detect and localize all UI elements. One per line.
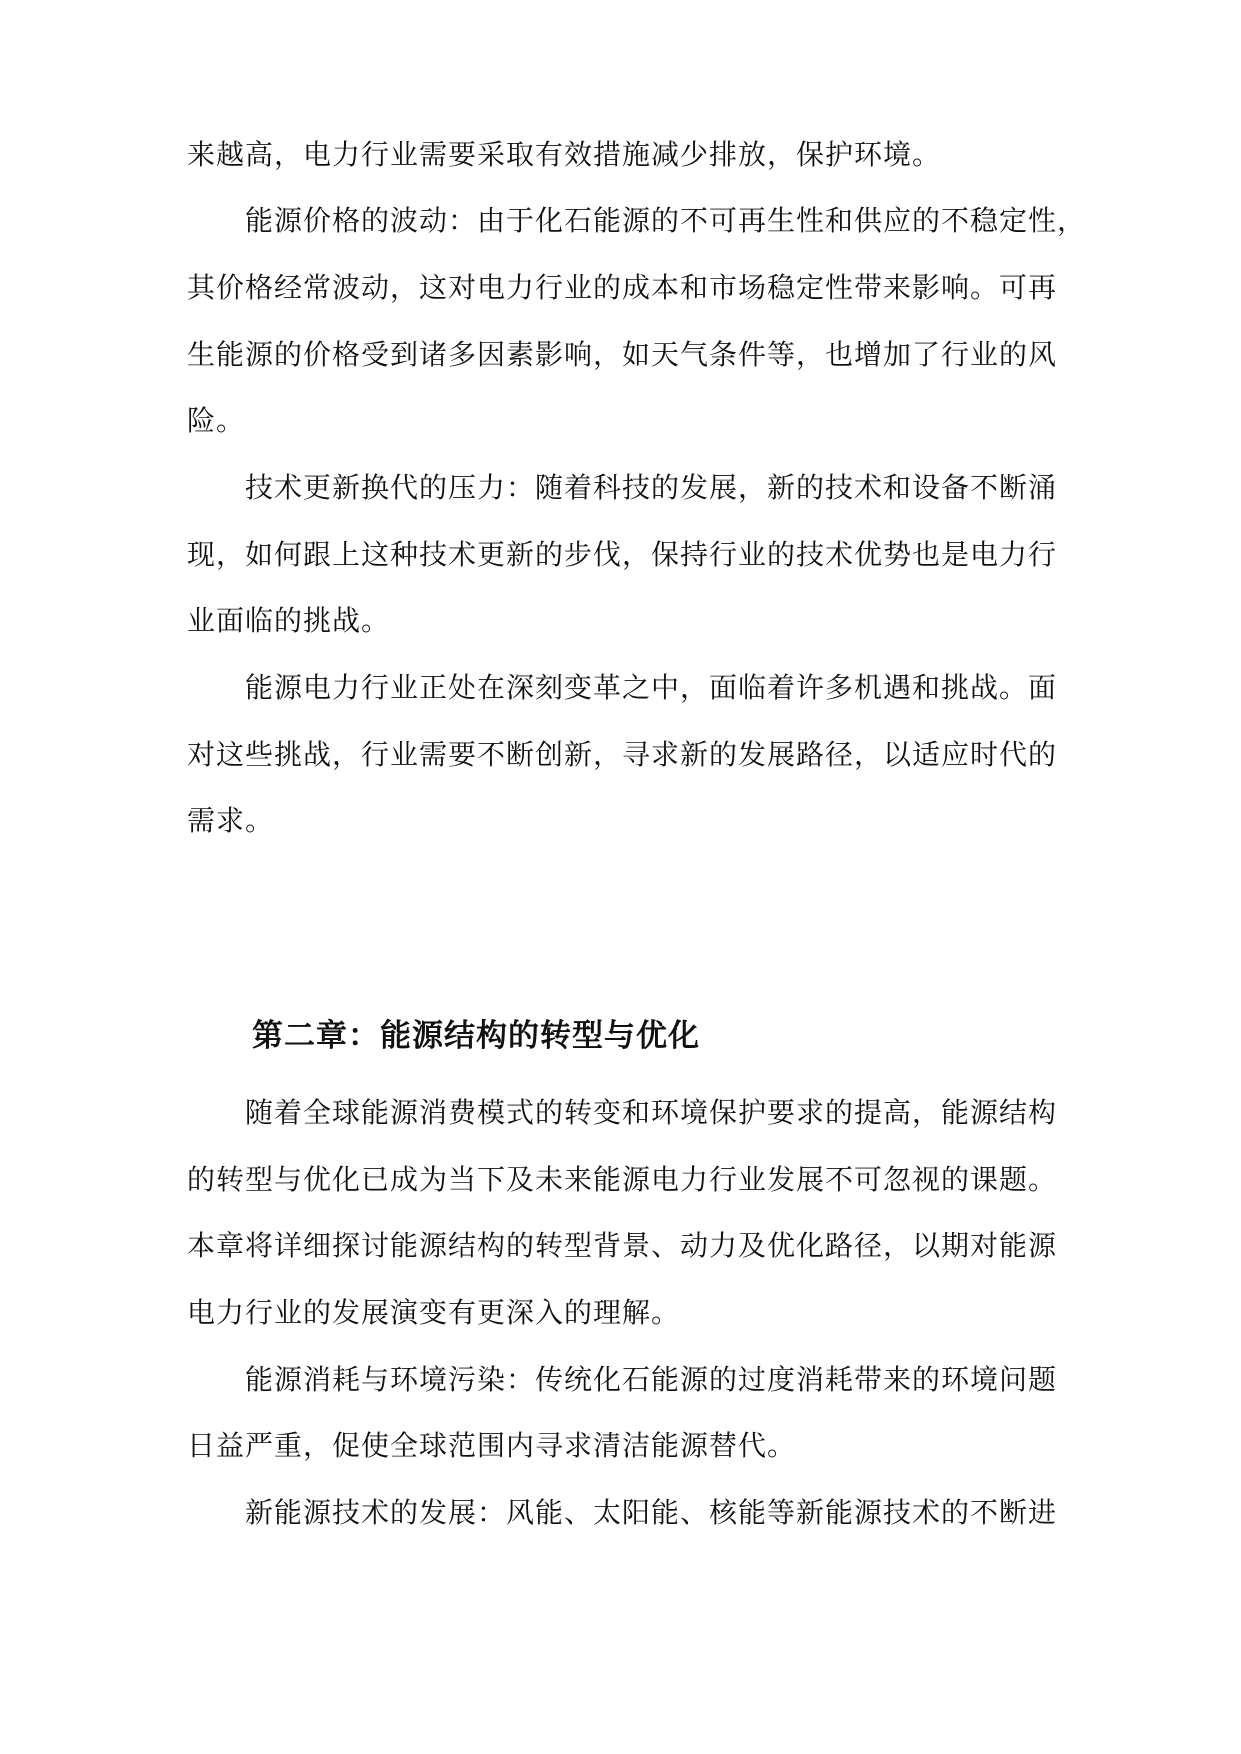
paragraph-line: 对这些挑战，行业需要不断创新，寻求新的发展路径，以适应时代的 — [187, 738, 1058, 771]
paragraph-line: 生能源的价格受到诸多因素影响，如天气条件等，也增加了行业的风 — [187, 338, 1058, 371]
paragraph-line: 业面临的挑战。 — [187, 604, 391, 637]
paragraph-line: 能源价格的波动：由于化石能源的不可再生性和供应的不稳定性， — [245, 204, 1087, 237]
paragraph-line: 其价格经常波动，这对电力行业的成本和市场稳定性带来影响。可再 — [187, 271, 1058, 304]
paragraph-line: 来越高，电力行业需要采取有效措施减少排放，保护环境。 — [187, 138, 942, 171]
paragraph-line: 技术更新换代的压力：随着科技的发展，新的技术和设备不断涌 — [245, 471, 1058, 504]
paragraph-line: 电力行业的发展演变有更深入的理解。 — [187, 1296, 681, 1329]
paragraph-line: 的转型与优化已成为当下及未来能源电力行业发展不可忽视的课题。 — [187, 1163, 1058, 1196]
paragraph-line: 本章将详细探讨能源结构的转型背景、动力及优化路径，以期对能源 — [187, 1229, 1058, 1262]
paragraph-line: 随着全球能源消费模式的转变和环境保护要求的提高，能源结构 — [245, 1096, 1058, 1129]
paragraph-line: 现，如何跟上这种技术更新的步伐，保持行业的技术优势也是电力行 — [187, 538, 1058, 571]
paragraph-line: 需求。 — [187, 804, 275, 837]
chapter-heading: 第二章：能源结构的转型与优化 — [252, 1018, 700, 1054]
paragraph-line: 能源消耗与环境污染：传统化石能源的过度消耗带来的环境问题 — [245, 1363, 1058, 1396]
paragraph-line: 日益严重，促使全球范围内寻求清洁能源替代。 — [187, 1429, 797, 1462]
paragraph-line: 新能源技术的发展：风能、太阳能、核能等新能源技术的不断进 — [245, 1496, 1058, 1529]
paragraph-line: 能源电力行业正处在深刻变革之中，面临着许多机遇和挑战。面 — [245, 671, 1058, 704]
paragraph-line: 险。 — [187, 404, 246, 437]
